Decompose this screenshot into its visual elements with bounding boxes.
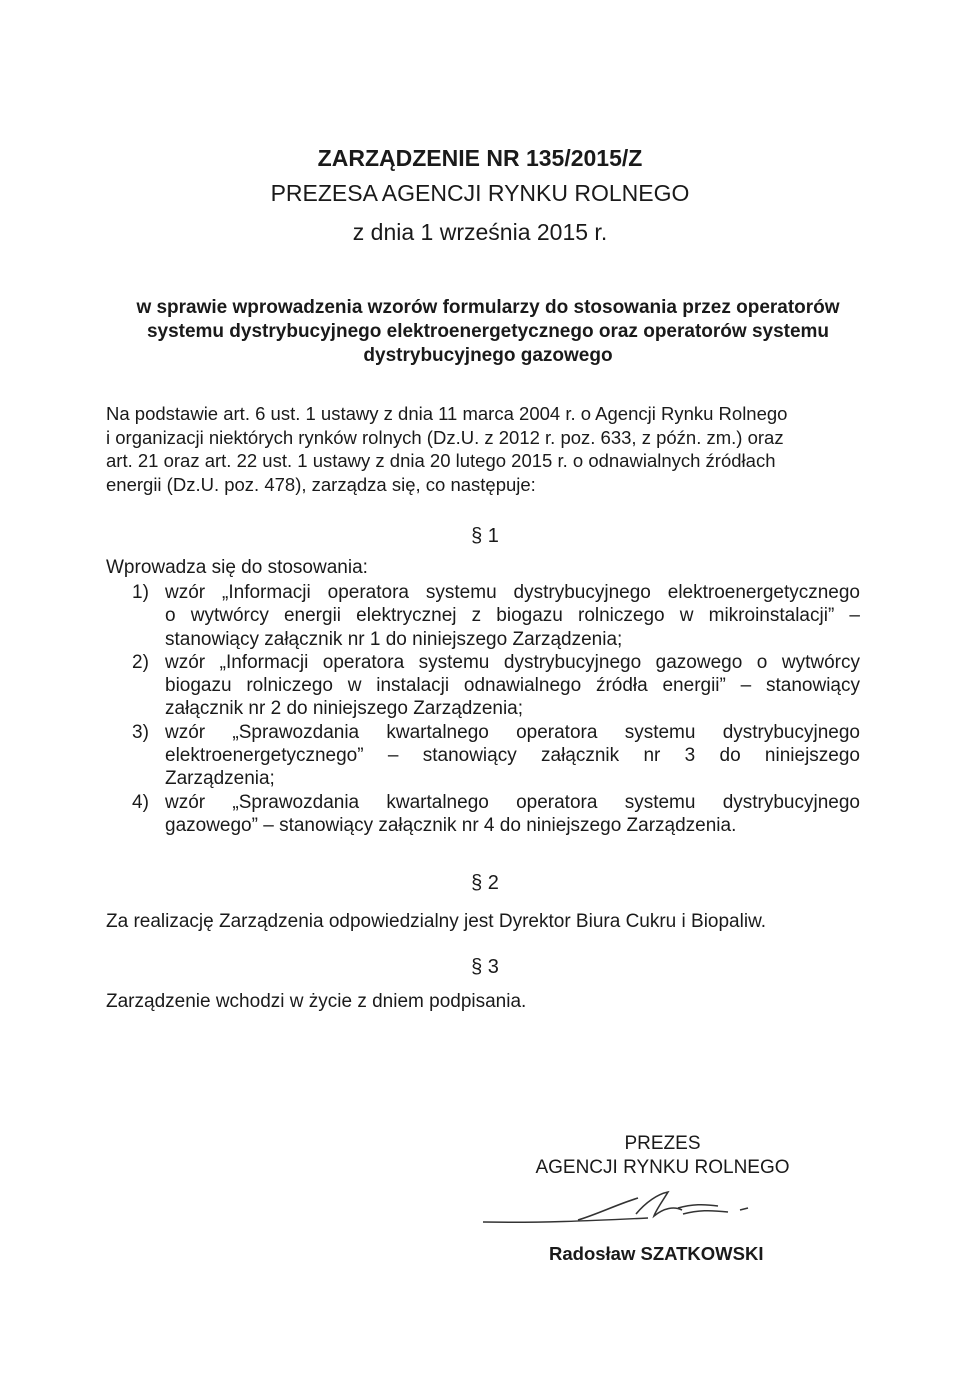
- basis-line: Na podstawie art. 6 ust. 1 ustawy z dnia 11 marca 2004 r. o Agencji Rynku Rolnego: [106, 403, 788, 424]
- signatory-name: Radosław SZATKOWSKI: [549, 1243, 764, 1264]
- signatory-institution: AGENCJI RYNKU ROLNEGO: [535, 1157, 790, 1178]
- section-3-heading: § 3: [471, 956, 499, 978]
- handwritten-signature: [478, 1184, 788, 1234]
- forms-list: [106, 581, 860, 837]
- list-item-line: wzór „Sprawozdania kwartalnego operatora systemu dystrybucyjnego: [165, 791, 860, 813]
- list-item-line: wzór „Informacji operatora systemu dystrybucyjnego elektroenergetycznego: [165, 582, 860, 603]
- section-2-heading: § 2: [471, 872, 499, 894]
- signatory-position: PREZES: [624, 1133, 701, 1154]
- list-item-line: załącznik nr 2 do niniejszego Zarządzenia;: [165, 698, 524, 720]
- list-item: [106, 791, 860, 838]
- decree-date: z dnia 1 września 2015 r.: [352, 219, 608, 245]
- list-item-number: 2): [132, 651, 149, 673]
- decree-subject: [108, 296, 868, 368]
- list-item-number: 4): [132, 791, 149, 813]
- basis-line: art. 21 oraz art. 22 ust. 1 ustawy z dnia 20 lutego 2015 r. o odnawialnych źródłach: [106, 450, 776, 471]
- list-item-number: 1): [132, 582, 149, 603]
- list-item-line: wzór „Sprawozdania kwartalnego operatora systemu dystrybucyjnego: [165, 721, 860, 743]
- list-item-line: o wytwórcy energii elektrycznej z biogazu rolniczego w mikroinstalacji” –: [165, 605, 860, 627]
- list-item: [106, 581, 860, 651]
- section-1-heading: § 1: [471, 525, 499, 547]
- section-3-text: Zarządzenie wchodzi w życie z dniem podpisania.: [106, 991, 527, 1012]
- basis-line: i organizacji niektórych rynków rolnych (Dz.U. z 2012 r. poz. 633, z późn. zm.) oraz: [106, 426, 784, 448]
- list-item-line: elektroenergetycznego” – stanowiący załącznik nr 3 do niniejszego: [165, 745, 860, 767]
- subject-line: dystrybucyjnego gazowego: [363, 345, 613, 366]
- list-item-line: Zarządzenia;: [165, 768, 275, 790]
- basis-line: energii (Dz.U. poz. 478), zarządza się, co następuje:: [106, 473, 536, 495]
- list-item: [106, 721, 860, 791]
- section-2-text: Za realizację Zarządzenia odpowiedzialny jest Dyrektor Biura Cukru i Biopaliw.: [106, 911, 767, 932]
- legal-basis: [106, 402, 861, 496]
- list-item-number: 3): [132, 721, 149, 743]
- subject-line: w sprawie wprowadzenia wzorów formularzy do stosowania przez operatorów: [136, 297, 840, 318]
- list-item-line: biogazu rolniczego w instalacji odnawialnego źródła energii” – stanowiący: [165, 675, 860, 697]
- list-item-line: wzór „Informacji operatora systemu dystrybucyjnego gazowego o wytwórcy: [165, 651, 860, 673]
- decree-title: ZARZĄDZENIE NR 135/2015/Z: [317, 145, 643, 171]
- list-item-line: stanowiący załącznik nr 1 do niniejszego Zarządzenia;: [165, 628, 623, 650]
- list-item-line: gazowego” – stanowiący załącznik nr 4 do niniejszego Zarządzenia.: [165, 814, 737, 836]
- issuer-title: PREZESA AGENCJI RYNKU ROLNEGO: [270, 180, 690, 206]
- list-item: [106, 651, 860, 721]
- section-1-intro: Wprowadza się do stosowania:: [106, 557, 368, 578]
- subject-line: systemu dystrybucyjnego elektroenergetycznego oraz operatorów systemu: [146, 321, 830, 342]
